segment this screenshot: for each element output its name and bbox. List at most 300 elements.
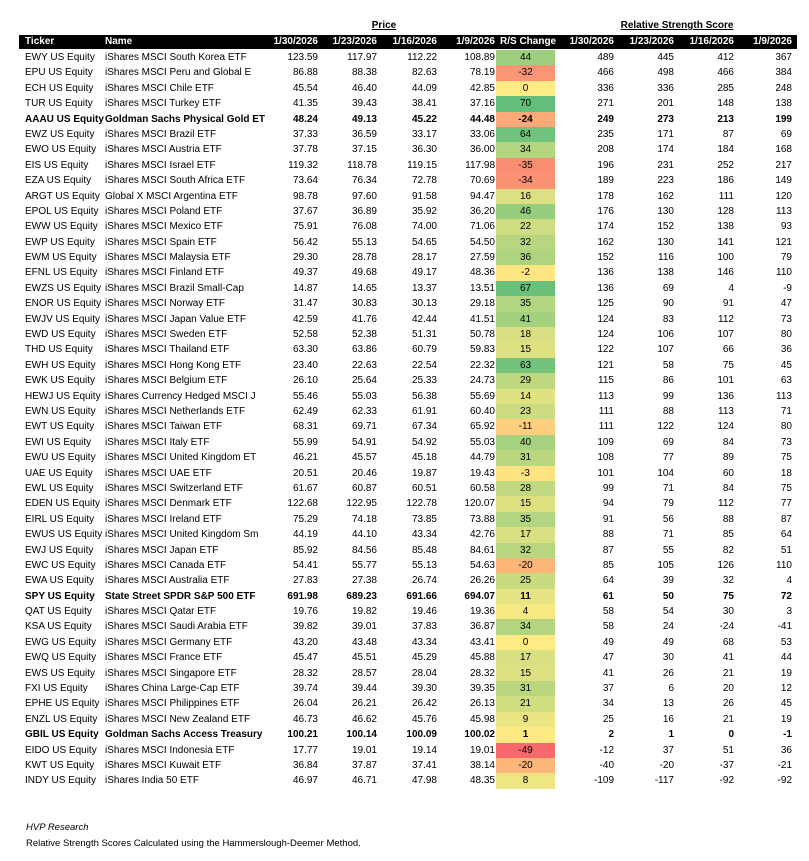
rs-score-cell: 489 — [597, 52, 614, 63]
rs-score-cell: 138 — [657, 267, 674, 279]
ticker-cell: EWI US Equity — [25, 436, 92, 448]
rs-score-cell: 130 — [657, 205, 674, 217]
price-cell: 100.02 — [464, 729, 495, 741]
rs-change-cell: 25 — [496, 573, 555, 588]
rs-score-cell: 19 — [780, 667, 792, 679]
price-cell: 74.18 — [351, 513, 377, 525]
price-cell: 29.18 — [469, 298, 495, 310]
rs-score-cell: 271 — [597, 98, 614, 110]
price-cell: 46.71 — [351, 775, 377, 787]
rs-score-cell: 2 — [608, 729, 614, 741]
price-cell: 86.88 — [292, 67, 318, 79]
rs-change-cell: 63 — [496, 358, 555, 373]
rs-change-cell: -3 — [496, 466, 555, 481]
column-header-row — [19, 35, 797, 49]
table-row — [19, 250, 797, 265]
price-cell: 117.98 — [465, 159, 495, 171]
price-cell: 45.76 — [411, 713, 437, 725]
rs-score-cell: -9 — [783, 282, 792, 294]
rs-score-cell: 45 — [780, 359, 792, 371]
rs-score-cell: 58 — [602, 606, 614, 618]
price-group-header: Price — [371, 20, 397, 31]
name-cell: iShares MSCI Switzerland ETF — [105, 482, 243, 494]
name-cell: iShares MSCI Peru and Global E — [105, 67, 252, 79]
rs-score-cell: 235 — [597, 128, 614, 140]
price-cell: 45.88 — [469, 652, 495, 664]
rs-score-cell: 130 — [657, 236, 674, 248]
price-cell: 45.29 — [411, 652, 437, 664]
rs-score-cell: 176 — [597, 205, 614, 217]
price-cell: 36.00 — [469, 144, 495, 156]
rs-score-cell: 87 — [602, 544, 614, 556]
table-row — [19, 512, 797, 527]
table-row — [19, 589, 797, 604]
price-cell: 84.56 — [351, 544, 377, 556]
rs-score-cell: 412 — [717, 52, 734, 63]
ticker-cell: EWZS US Equity — [25, 282, 102, 294]
price-cell: 120.07 — [464, 498, 495, 510]
name-cell: iShares MSCI Mexico ETF — [105, 221, 223, 233]
rs-score-cell: 75 — [722, 359, 734, 371]
price-cell: 45.54 — [292, 82, 318, 94]
table-row — [19, 96, 797, 111]
rs-score-cell: 49 — [662, 636, 674, 648]
price-cell: 691.66 — [406, 590, 437, 602]
rs-change-cell: 0 — [496, 81, 555, 96]
rs-score-cell: 19 — [780, 713, 792, 725]
ticker-cell: EWC US Equity — [25, 559, 96, 571]
rs-score-cell: 105 — [657, 559, 674, 571]
rs-score-cell: 85 — [722, 529, 734, 541]
name-cell: Goldman Sachs Access Treasury — [105, 729, 263, 741]
rs-score-cell: 100 — [717, 252, 734, 264]
price-cell: 82.63 — [411, 67, 437, 79]
ticker-cell: EWL US Equity — [25, 482, 94, 494]
rs-score-cell: -12 — [599, 744, 614, 756]
rs-score-cell: 184 — [717, 144, 734, 156]
price-cell: 39.01 — [351, 621, 377, 633]
rs-score-cell: 336 — [597, 82, 614, 94]
ticker-cell: EWJ US Equity — [25, 544, 94, 556]
rs-score-cell: 77 — [780, 498, 792, 510]
rs-score-cell: 4 — [786, 575, 792, 587]
ticker-cell: EWG US Equity — [25, 636, 97, 648]
rs-score-cell: 80 — [780, 421, 792, 433]
price-cell: 30.83 — [351, 298, 377, 310]
price-cell: 55.13 — [411, 559, 437, 571]
rs-change-cell: 22 — [496, 219, 555, 234]
rs-score-cell: 136 — [717, 390, 734, 402]
rs-change-cell: 64 — [496, 127, 555, 142]
rs-score-cell: 146 — [717, 267, 734, 279]
price-cell: 55.03 — [351, 390, 377, 402]
price-cell: 62.33 — [351, 405, 377, 417]
rs-score-cell: 112 — [718, 313, 734, 325]
price-cell: 41.35 — [292, 98, 318, 110]
rs-score-cell: 66 — [722, 344, 734, 356]
rs-score-cell: 30 — [662, 652, 674, 664]
rs-change-cell: 14 — [496, 389, 555, 404]
price-cell: 56.38 — [411, 390, 437, 402]
table-row — [19, 358, 797, 373]
rs-score-cell: 126 — [717, 559, 734, 571]
table-row — [19, 281, 797, 296]
price-cell: 48.36 — [469, 267, 495, 279]
rs-score-cell: 136 — [597, 282, 614, 294]
price-cell: 37.41 — [411, 759, 437, 771]
rs-change-cell: -20 — [496, 758, 555, 773]
rs-score-cell: -24 — [719, 621, 734, 633]
rs-change-cell: 41 — [496, 312, 555, 327]
name-cell: iShares MSCI Indonesia ETF — [105, 744, 235, 756]
price-cell: 45.51 — [351, 652, 377, 664]
name-cell: iShares MSCI Brazil Small-Cap — [105, 282, 244, 294]
rs-change-cell: 15 — [496, 342, 555, 357]
ticker-cell: EDEN US Equity — [25, 498, 101, 510]
table-row — [19, 112, 797, 127]
rs-score-cell: 174 — [597, 221, 614, 233]
table-row — [19, 65, 797, 80]
rs-score-cell: 69 — [662, 282, 674, 294]
table-row — [19, 389, 797, 404]
name-cell: iShares MSCI Philippines ETF — [105, 698, 240, 710]
rs-score-cell: 111 — [718, 190, 734, 202]
rs-score-cell: 201 — [657, 98, 674, 110]
rs-score-cell: 63 — [780, 375, 792, 387]
col-rs-change: R/S Change — [500, 36, 557, 47]
rs-change-cell: 32 — [496, 543, 555, 558]
rs-change-cell: 9 — [496, 712, 555, 727]
price-cell: 36.20 — [469, 205, 495, 217]
rs-score-cell: 113 — [598, 390, 614, 402]
rs-score-cell: 466 — [717, 67, 734, 79]
rs-score-cell: 108 — [597, 452, 614, 464]
price-cell: 22.63 — [351, 359, 377, 371]
price-cell: 55.69 — [469, 390, 495, 402]
rs-score-cell: 69 — [780, 128, 792, 140]
rs-change-cell: -49 — [496, 743, 555, 758]
ticker-cell: EWP US Equity — [25, 236, 95, 248]
table-row — [19, 404, 797, 419]
rs-score-cell: 56 — [662, 513, 674, 525]
rs-score-cell: 199 — [775, 113, 792, 125]
price-cell: 41.51 — [469, 313, 495, 325]
rs-score-cell: 60 — [722, 467, 734, 479]
rs-score-cell: 68 — [722, 636, 734, 648]
rs-score-cell: 249 — [597, 113, 614, 125]
price-cell: 49.13 — [351, 113, 377, 125]
rs-score-cell: 186 — [717, 175, 734, 187]
price-cell: 46.97 — [292, 775, 318, 787]
table-row — [19, 173, 797, 188]
price-cell: 14.65 — [351, 282, 377, 294]
rs-score-cell: 83 — [662, 313, 674, 325]
rs-score-cell: 124 — [597, 329, 614, 341]
price-cell: 78.19 — [469, 67, 495, 79]
name-cell: iShares MSCI South Korea ETF — [105, 52, 247, 63]
table-row — [19, 635, 797, 650]
price-cell: 45.22 — [411, 113, 437, 125]
price-cell: 72.78 — [411, 175, 437, 187]
rs-score-cell: 64 — [780, 529, 792, 541]
ticker-cell: EWJV US Equity — [25, 313, 101, 325]
price-cell: 60.40 — [469, 405, 495, 417]
rs-score-cell: 82 — [722, 544, 734, 556]
rs-score-cell: 101 — [717, 375, 734, 387]
rs-change-cell: 8 — [496, 773, 555, 788]
rs-score-cell: 115 — [598, 375, 614, 387]
name-cell: State Street SPDR S&P 500 ETF — [105, 590, 256, 602]
rs-score-cell: 162 — [657, 190, 674, 202]
rs-score-cell: 0 — [728, 729, 734, 741]
rs-change-cell: 32 — [496, 235, 555, 250]
price-cell: 39.82 — [292, 621, 318, 633]
price-cell: 36.87 — [469, 621, 495, 633]
rs-change-cell: 15 — [496, 496, 555, 511]
rs-score-cell: 72 — [780, 590, 792, 602]
price-cell: 20.51 — [292, 467, 318, 479]
rs-change-cell: -24 — [496, 112, 555, 127]
price-cell: 48.24 — [292, 113, 318, 125]
price-cell: 26.10 — [292, 375, 318, 387]
price-cell: 52.38 — [351, 329, 377, 341]
rs-change-cell: -2 — [496, 265, 555, 280]
name-cell: iShares MSCI Chile ETF — [105, 82, 214, 94]
name-cell: iShares MSCI Brazil ETF — [105, 128, 217, 140]
price-cell: 33.17 — [411, 128, 437, 140]
price-cell: 55.03 — [469, 436, 495, 448]
price-cell: 45.18 — [411, 452, 437, 464]
rs-score-cell: 136 — [597, 267, 614, 279]
price-cell: 46.40 — [351, 82, 377, 94]
rs-score-cell: 285 — [717, 82, 734, 94]
rs-score-cell: 121 — [775, 236, 792, 248]
price-cell: 55.99 — [292, 436, 318, 448]
table-row — [19, 573, 797, 588]
rs-score-cell: 124 — [717, 421, 734, 433]
rs-score-cell: 109 — [597, 436, 614, 448]
price-cell: 26.42 — [411, 698, 437, 710]
name-cell: iShares MSCI Turkey ETF — [105, 98, 222, 110]
price-cell: 75.29 — [292, 513, 318, 525]
col-price-date-3: 1/16/2026 — [392, 36, 437, 47]
rs-change-cell: 31 — [496, 450, 555, 465]
price-cell: 36.59 — [351, 128, 377, 140]
rs-score-cell: 231 — [657, 159, 674, 171]
price-cell: 37.16 — [469, 98, 495, 110]
price-cell: 94.47 — [469, 190, 495, 202]
name-cell: iShares China Large-Cap ETF — [105, 683, 240, 695]
name-cell: iShares MSCI Belgium ETF — [105, 375, 228, 387]
rs-score-cell: -92 — [719, 775, 734, 787]
price-cell: 19.76 — [292, 606, 318, 618]
rs-score-cell: 87 — [780, 513, 792, 525]
price-cell: 44.10 — [351, 529, 377, 541]
price-cell: 19.46 — [411, 606, 437, 618]
rs-score-cell: 171 — [657, 128, 674, 140]
price-cell: 73.64 — [292, 175, 318, 187]
rs-score-cell: 248 — [775, 82, 792, 94]
price-cell: 28.32 — [292, 667, 318, 679]
rs-score-cell: 37 — [662, 744, 674, 756]
rs-change-cell: 31 — [496, 681, 555, 696]
ticker-cell: HEWJ US Equity — [25, 390, 101, 402]
price-cell: 42.76 — [469, 529, 495, 541]
price-cell: 65.92 — [469, 421, 495, 433]
name-cell: iShares MSCI Sweden ETF — [105, 329, 228, 341]
price-cell: 43.34 — [411, 529, 437, 541]
rs-score-cell: 111 — [598, 421, 614, 433]
price-cell: 13.51 — [469, 282, 495, 294]
rs-score-cell: 58 — [662, 359, 674, 371]
price-cell: 67.34 — [411, 421, 437, 433]
rs-score-cell: 64 — [602, 575, 614, 587]
name-cell: iShares MSCI UAE ETF — [105, 467, 212, 479]
price-cell: 27.59 — [469, 252, 495, 264]
ticker-cell: EPOL US Equity — [25, 205, 99, 217]
price-cell: 31.47 — [292, 298, 318, 310]
rs-score-cell: 50 — [662, 590, 674, 602]
rs-score-cell: 90 — [662, 298, 674, 310]
ticker-cell: EWN US Equity — [25, 405, 96, 417]
ticker-cell: ENZL US Equity — [25, 713, 98, 725]
price-cell: 42.44 — [411, 313, 437, 325]
price-cell: 26.04 — [292, 698, 318, 710]
price-cell: 39.35 — [469, 683, 495, 695]
ticker-cell: EIRL US Equity — [25, 513, 95, 525]
rs-score-cell: 367 — [775, 52, 792, 63]
ticker-cell: EWD US Equity — [25, 329, 96, 341]
name-cell: iShares MSCI Israel ETF — [105, 159, 216, 171]
price-cell: 39.74 — [292, 683, 318, 695]
price-cell: 54.91 — [351, 436, 377, 448]
table-row — [19, 373, 797, 388]
price-cell: 76.34 — [351, 175, 377, 187]
name-cell: iShares MSCI Italy ETF — [105, 436, 210, 448]
rs-score-cell: 71 — [780, 405, 792, 417]
price-cell: 39.30 — [411, 683, 437, 695]
col-ticker: Ticker — [25, 36, 55, 47]
price-cell: 43.20 — [292, 636, 318, 648]
price-cell: 29.30 — [292, 252, 318, 264]
name-cell: iShares MSCI New Zealand ETF — [105, 713, 251, 725]
ticker-cell: KWT US Equity — [25, 759, 95, 771]
price-cell: 68.31 — [292, 421, 318, 433]
relative-strength-group-header: Relative Strength Score — [620, 20, 734, 31]
rs-change-cell: 1 — [496, 727, 555, 742]
price-cell: 13.37 — [411, 282, 437, 294]
table-row — [19, 773, 797, 788]
price-cell: 119.32 — [288, 159, 318, 171]
table-row — [19, 481, 797, 496]
name-cell: iShares MSCI Denmark ETF — [105, 498, 232, 510]
price-cell: 98.78 — [292, 190, 318, 202]
rs-score-cell: 86 — [662, 375, 674, 387]
rs-score-cell: 21 — [722, 667, 734, 679]
price-cell: 100.09 — [406, 729, 437, 741]
table-row — [19, 327, 797, 342]
rs-change-cell: 35 — [496, 512, 555, 527]
price-cell: 26.21 — [351, 698, 377, 710]
rs-score-cell: 152 — [657, 221, 674, 233]
rs-score-cell: 61 — [602, 590, 614, 602]
price-cell: 36.89 — [351, 205, 377, 217]
table-row — [19, 543, 797, 558]
rs-score-cell: 99 — [602, 482, 614, 494]
rs-score-cell: 85 — [602, 559, 614, 571]
price-cell: 45.57 — [351, 452, 377, 464]
name-cell: iShares MSCI Saudi Arabia ETF — [105, 621, 248, 633]
rs-score-cell: 41 — [722, 652, 734, 664]
rs-change-cell: -20 — [496, 558, 555, 573]
rs-score-cell: 47 — [602, 652, 614, 664]
price-cell: 60.79 — [411, 344, 437, 356]
name-cell: iShares MSCI Ireland ETF — [105, 513, 222, 525]
rs-score-cell: 110 — [776, 267, 792, 279]
ticker-cell: ECH US Equity — [25, 82, 94, 94]
rs-score-cell: 128 — [717, 205, 734, 217]
table-row — [19, 712, 797, 727]
rs-score-cell: 1 — [668, 729, 674, 741]
price-cell: 60.58 — [469, 482, 495, 494]
rs-score-cell: 24 — [662, 621, 674, 633]
rs-score-cell: 21 — [722, 713, 734, 725]
rs-score-cell: 75 — [780, 452, 792, 464]
rs-score-cell: 252 — [717, 159, 734, 171]
price-cell: 52.58 — [292, 329, 318, 341]
rs-score-cell: 30 — [722, 606, 734, 618]
price-cell: 55.13 — [351, 236, 377, 248]
price-cell: 36.30 — [411, 144, 437, 156]
name-cell: iShares MSCI South Africa ETF — [105, 175, 246, 187]
ticker-cell: GBIL US Equity — [25, 729, 99, 741]
table-row — [19, 758, 797, 773]
price-cell: 37.87 — [351, 759, 377, 771]
price-cell: 28.78 — [351, 252, 377, 264]
rs-score-cell: 112 — [718, 498, 734, 510]
rs-score-cell: 101 — [597, 467, 614, 479]
rs-change-cell: 11 — [496, 589, 555, 604]
price-cell: 28.57 — [351, 667, 377, 679]
rs-score-cell: 87 — [722, 128, 734, 140]
rs-score-cell: 336 — [657, 82, 674, 94]
col-name: Name — [105, 36, 133, 47]
ticker-cell: INDY US Equity — [25, 775, 96, 787]
price-cell: 85.48 — [411, 544, 437, 556]
table-row — [19, 265, 797, 280]
name-cell: iShares MSCI Australia ETF — [105, 575, 230, 587]
price-cell: 63.30 — [292, 344, 318, 356]
price-cell: 85.92 — [292, 544, 318, 556]
rs-score-cell: 34 — [602, 698, 614, 710]
rs-score-cell: 196 — [597, 159, 614, 171]
price-cell: 28.04 — [411, 667, 437, 679]
price-cell: 37.33 — [292, 128, 318, 140]
rs-change-cell: 17 — [496, 650, 555, 665]
rs-score-cell: 84 — [722, 482, 734, 494]
rs-change-cell: 46 — [496, 204, 555, 219]
rs-score-cell: 71 — [662, 529, 674, 541]
ticker-cell: EWQ US Equity — [25, 652, 97, 664]
col-rs-date-4: 1/9/2026 — [753, 36, 792, 47]
price-cell: 694.07 — [464, 590, 495, 602]
price-cell: 44.48 — [469, 113, 495, 125]
ticker-cell: AAAU US Equity — [25, 113, 104, 125]
rs-change-cell: 40 — [496, 435, 555, 450]
rs-score-cell: 107 — [717, 329, 734, 341]
table-row — [19, 235, 797, 250]
name-cell: iShares MSCI Malaysia ETF — [105, 252, 231, 264]
